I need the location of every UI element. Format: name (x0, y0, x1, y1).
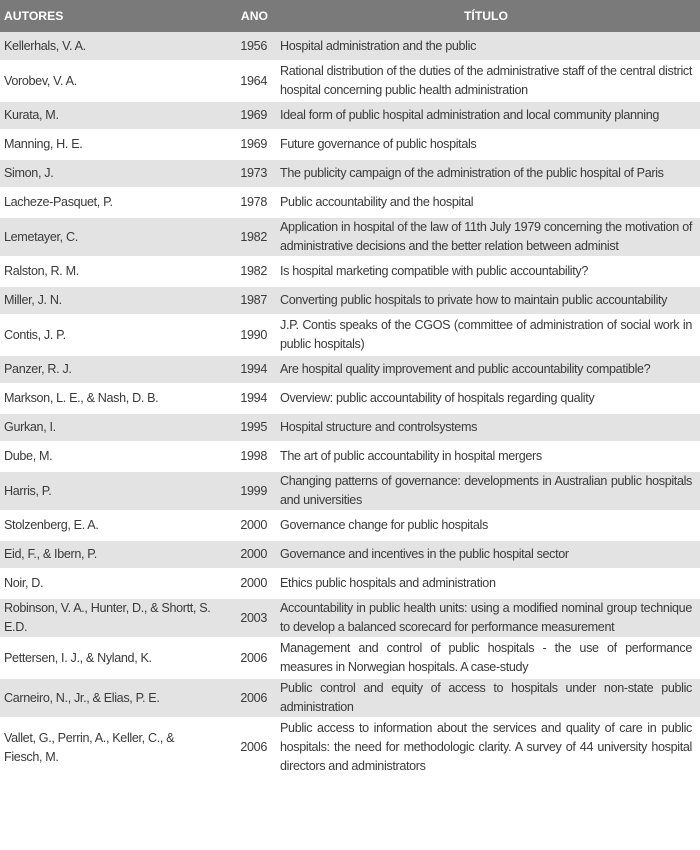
table-row (0, 638, 700, 678)
header-authors: AUTORES (4, 9, 64, 23)
cell-authors: Pettersen, I. J., & Nyland, K. (0, 638, 217, 678)
cell-year: 1990 (217, 315, 272, 355)
cell-title: Governance change for public hospitals (272, 511, 700, 540)
cell-year: 1987 (217, 286, 272, 315)
cell-year: 2006 (217, 718, 272, 777)
table-row (0, 540, 700, 569)
cell-title: Public accountability and the hospital (272, 188, 700, 217)
cell-authors: Robinson, V. A., Hunter, D., & Shortt, S. E.D. (0, 598, 217, 638)
cell-year: 1956 (217, 32, 272, 61)
table-header-row (0, 0, 700, 32)
cell-title: Changing patterns of governance: developments in Australian public hospitals and universities (272, 471, 700, 511)
cell-title: Are hospital quality improvement and public accountability compatible? (272, 355, 700, 384)
cell-title: Converting public hospitals to private how to maintain public accountability (272, 286, 700, 315)
cell-year: 2003 (217, 598, 272, 638)
cell-year: 2000 (217, 569, 272, 598)
header-year: ANO (240, 9, 268, 23)
cell-authors: Manning, H. E. (0, 130, 217, 159)
cell-title: Is hospital marketing compatible with public accountability? (272, 257, 700, 286)
table-row (0, 159, 700, 188)
cell-title: Future governance of public hospitals (272, 130, 700, 159)
cell-authors: Vallet, G., Perrin, A., Keller, C., & Fiesch, M. (0, 718, 217, 777)
table-row (0, 257, 700, 286)
cell-year: 1994 (217, 384, 272, 413)
cell-authors: Miller, J. N. (0, 286, 217, 315)
table-row (0, 442, 700, 471)
table-row (0, 61, 700, 101)
cell-authors: Markson, L. E., & Nash, D. B. (0, 384, 217, 413)
cell-year: 1994 (217, 355, 272, 384)
cell-authors: Kurata, M. (0, 101, 217, 130)
cell-authors: Stolzenberg, E. A. (0, 511, 217, 540)
cell-title: Ideal form of public hospital administration and local community planning (272, 101, 700, 130)
header-title: TÍTULO (463, 9, 508, 23)
cell-year: 2000 (217, 511, 272, 540)
cell-authors: Noir, D. (0, 569, 217, 598)
cell-authors: Dube, M. (0, 442, 217, 471)
cell-title: Hospital structure and controlsystems (272, 413, 700, 442)
cell-authors: Carneiro, N., Jr., & Elias, P. E. (0, 678, 217, 718)
cell-authors: Lemetayer, C. (0, 217, 217, 257)
cell-title: Management and control of public hospitals - the use of performance measures in Norwegian hospitals. A case-study (272, 638, 700, 678)
cell-year: 1969 (217, 101, 272, 130)
table-row (0, 413, 700, 442)
table-row (0, 130, 700, 159)
cell-title: The publicity campaign of the administration of the public hospital of Paris (272, 159, 700, 188)
cell-authors: Kellerhals, V. A. (0, 32, 217, 61)
cell-authors: Ralston, R. M. (0, 257, 217, 286)
cell-title: Hospital administration and the public (272, 32, 700, 61)
cell-title: Public control and equity of access to hospitals under non-state public administration (272, 678, 700, 718)
cell-year: 2000 (217, 540, 272, 569)
table-row (0, 471, 700, 511)
cell-year: 2006 (217, 638, 272, 678)
table-row (0, 384, 700, 413)
cell-title: Accountability in public health units: using a modified nominal group technique to develop a balanced scorecard for performance measurement (272, 598, 700, 638)
cell-authors: Vorobev, V. A. (0, 61, 217, 101)
cell-year: 1964 (217, 61, 272, 101)
cell-year: 1999 (217, 471, 272, 511)
table-row (0, 286, 700, 315)
table-row (0, 355, 700, 384)
cell-year: 1978 (217, 188, 272, 217)
table-row (0, 718, 700, 777)
cell-title: Rational distribution of the duties of the administrative staff of the central district hospital concerning public health administration (272, 61, 700, 101)
cell-title: Ethics public hospitals and administration (272, 569, 700, 598)
table-row (0, 511, 700, 540)
cell-authors: Eid, F., & Ibern, P. (0, 540, 217, 569)
cell-authors: Simon, J. (0, 159, 217, 188)
cell-year: 1982 (217, 257, 272, 286)
cell-title: Application in hospital of the law of 11th July 1979 concerning the motivation of administrative decisions and the better relation between administ (272, 217, 700, 257)
cell-title: J.P. Contis speaks of the CGOS (committee of administration of social work in public hospitals) (272, 315, 700, 355)
table-row (0, 217, 700, 257)
table-row (0, 188, 700, 217)
table-row (0, 569, 700, 598)
cell-year: 2006 (217, 678, 272, 718)
cell-title: Overview: public accountability of hospitals regarding quality (272, 384, 700, 413)
cell-authors: Contis, J. P. (0, 315, 217, 355)
table-row (0, 678, 700, 718)
cell-authors: Gurkan, I. (0, 413, 217, 442)
cell-year: 1995 (217, 413, 272, 442)
cell-title: Governance and incentives in the public hospital sector (272, 540, 700, 569)
table-row (0, 32, 700, 61)
cell-authors: Panzer, R. J. (0, 355, 217, 384)
table-row (0, 315, 700, 355)
table-row (0, 598, 700, 638)
table-row (0, 101, 700, 130)
cell-title: The art of public accountability in hospital mergers (272, 442, 700, 471)
cell-authors: Harris, P. (0, 471, 217, 511)
cell-year: 1969 (217, 130, 272, 159)
cell-year: 1982 (217, 217, 272, 257)
cell-year: 1973 (217, 159, 272, 188)
cell-year: 1998 (217, 442, 272, 471)
cell-title: Public access to information about the services and quality of care in public hospitals: the need for methodologic clarity. A survey of 44 university hospital directors and administrators (272, 718, 700, 777)
cell-authors: Lacheze-Pasquet, P. (0, 188, 217, 217)
